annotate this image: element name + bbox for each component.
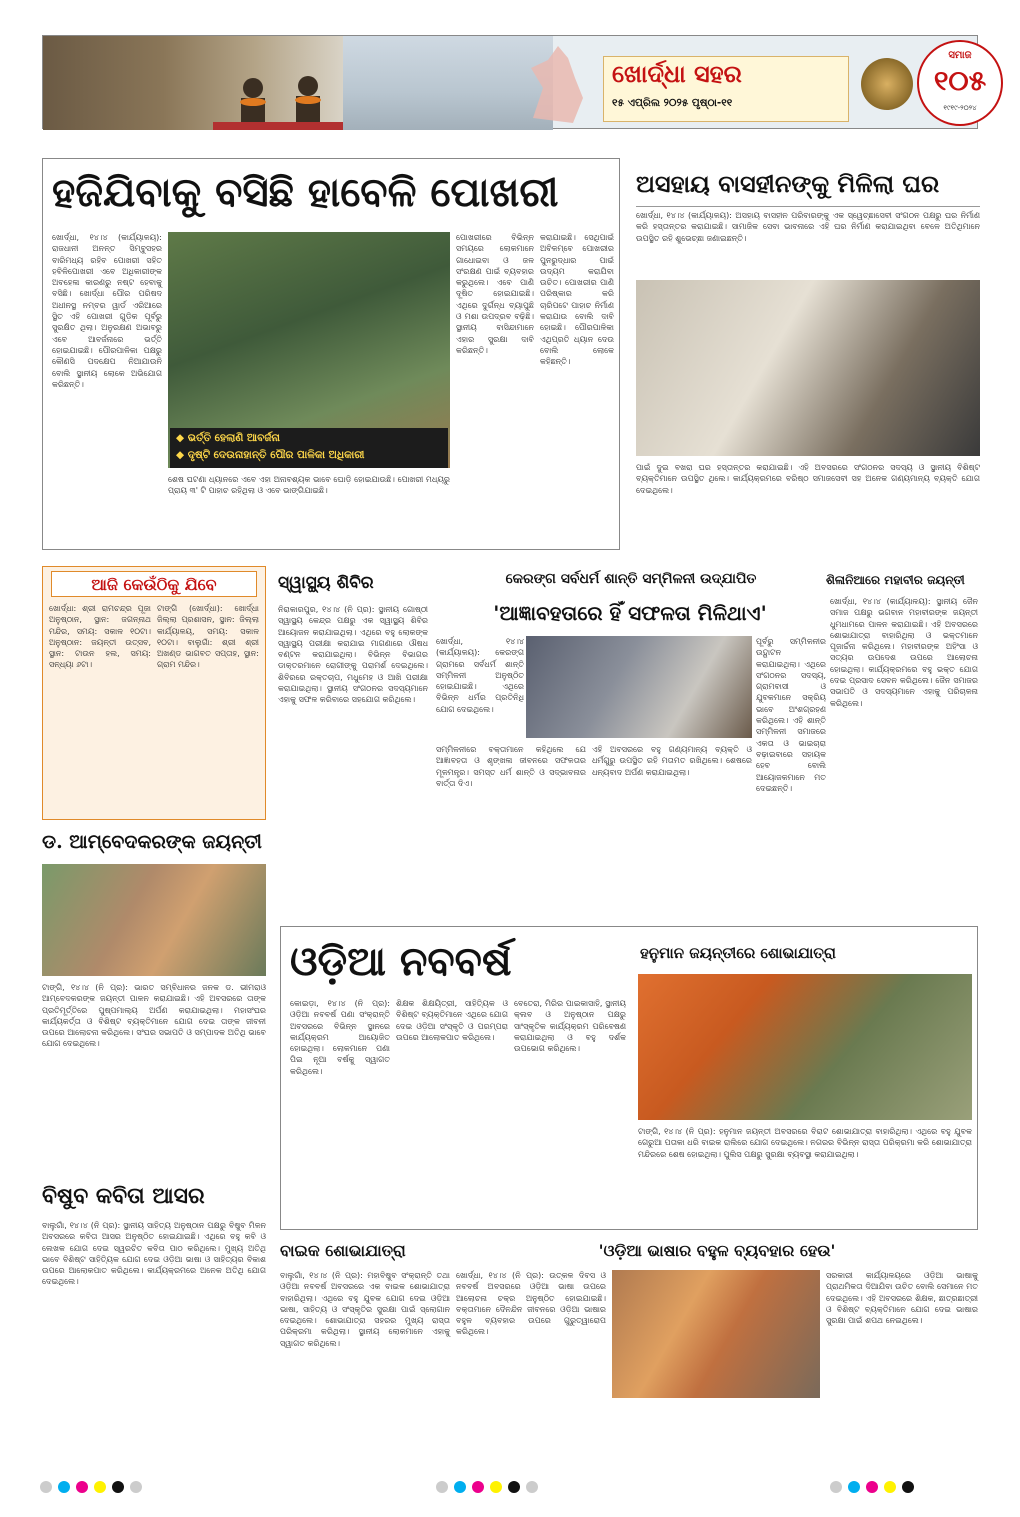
lead-text-col4: କରାଯାଇଛି। ସେଥିପାଇଁ ଅବିଳମ୍ବେ ପୋଖରୀର ପୁନରୁଦ୍ଧାର ପାଇଁ ଉଦ୍ୟମ କରାଯିବା ଉଚିତ। ପୋଖରୀର ପାଣି ପରିଷ୍କାର କରି ଚାରିପଟେ ପାହାଚ ନିର୍ମାଣ କରାଯାଉ ବୋଲି ଦାବି ହୋଇଛି। ପୌରପାଳିକା ଏଥିପ୍ରତି ଧ୍ୟାନ ଦେଉ ବୋଲି ଲୋକେ କହିଛନ୍ତି। xyxy=(540,233,614,367)
black-dot xyxy=(902,1481,914,1493)
housing-text-bottom: ପାଇଁ ଦୁଇ ବଖରା ଘର ହସ୍ତାନ୍ତର କରାଯାଇଛି। ଏହି ଅବସରରେ ସଂଗଠନର ସଦସ୍ୟ ଓ ସ୍ଥାନୀୟ ବିଶିଷ୍ଟ ବ୍ୟକ୍ତିମାନେ ଉପସ୍ଥିତ ଥିଲେ। କାର୍ଯ୍ୟକ୍ରମରେ ବରିଷ୍ଠ ସମାଜସେବୀ ସହ ଅନେକ ଗଣ୍ୟମାନ୍ୟ ବ୍ୟକ୍ତି ଯୋଗ ଦେଇଥିଲେ। xyxy=(636,463,980,495)
cyan-dot xyxy=(58,1481,70,1493)
housing-headline: ଅସହାୟ ବାସହୀନଙ୍କୁ ମିଳିଲା ଘର xyxy=(636,169,940,198)
bullet-icon: ◆ xyxy=(176,432,188,444)
today-box xyxy=(42,566,266,820)
point-1 xyxy=(176,432,444,445)
peace-headline: 'ଆଜ୍ଞାବହତାରେ ହିଁ ସଫଳତା ମିଳିଥାଏ' xyxy=(493,601,767,625)
housing-photo xyxy=(636,280,980,456)
masthead-title: ଖୋର୍ଦ୍ଧା ସହର xyxy=(612,59,742,88)
badge-years: ୧୯୧୯-୨୦୨୪ xyxy=(943,104,977,112)
black-dot xyxy=(112,1481,124,1493)
point-1-text: ଭର୍ତ୍ତି ହେଲାଣି ଆବର୍ଜନା xyxy=(187,432,280,444)
bishuba-headline: ବିଷୁବ କବିତା ଆସର xyxy=(42,1183,205,1209)
ambedkar-text: ଟାଙ୍ଗି, ୧୪।୪ (ନି ପ୍ର): ଭାରତ ସମ୍ବିଧାନର ଜନକ ଡ. ଭୀମରାଓ ଆମ୍ବେଦକରଙ୍କ ଜୟନ୍ତୀ ପାଳନ କରାଯାଇଛି। ଏହି ଅବସରରେ ତାଙ୍କ ପ୍ରତିମୂର୍ତ୍ତିରେ ପୁଷ୍ପମାଲ୍ୟ ଅର୍ପଣ କରାଯାଇଥିଲା। ମହାସଂଘର କାର୍ଯ୍ୟକର୍ତ୍ତା ଓ ବିଶିଷ୍ଟ ବ୍ୟକ୍ତିମାନେ ଯୋଗ ଦେଇ ତାଙ୍କ ଜୀବନୀ ଉପରେ ଆଲୋଚନା କରିଥିଲେ। ସଂଘର ସଭାପତି ଓ ସମ୍ପାଦକ ଅତିଥି ଭାବେ ଯୋଗ ଦେଇଥିଲେ। xyxy=(42,983,266,1049)
yellow-dot xyxy=(490,1481,502,1493)
black-dot xyxy=(508,1481,520,1493)
masthead-date: ୧୫ ଏପ୍ରିଲ ୨୦୨୫ ପୃଷ୍ଠା-୧୧ xyxy=(612,97,733,109)
lead-text-col2: ଶେଷ ଘଟଣା ଧ୍ୟାନରେ ଏବେ ଏହା ଅନାବଶ୍ୟକ ଭାବେ ଘୋଡ଼ି ହୋଇଯାଉଛି। ପୋଖରୀ ମଧ୍ୟରୁ ପ୍ରାୟ ୩' ଟି ପାହାଚ ରହିଥିଲା ଓ ଏବେ ଭାଙ୍ଗିଯାଇଛି। xyxy=(168,475,450,496)
register-bar xyxy=(526,1481,538,1493)
today-text-right: ଟାଙ୍ଗି (ଖୋର୍ଦ୍ଧା): ଖୋର୍ଦ୍ଧା ଜିଲ୍ଲା ପ୍ରଶାସନ, ସ୍ଥାନ: ଜିଲ୍ଲା କାର୍ଯ୍ୟାଳୟ, ସମୟ: ସକାଳ ୧୦ଟା। ବାଲୁଗାଁ: ଶ୍ରୀ ଶ୍ରୀ ଅଖଣ୍ଡ ଭାଗବତ ସପ୍ତାହ, ସ୍ଥାନ: ଗ୍ରାମ ମନ୍ଦିର। xyxy=(157,604,259,670)
magenta-dot xyxy=(76,1481,88,1493)
pond-points-box xyxy=(170,428,448,468)
peace-photo xyxy=(526,636,752,738)
odia-language-text-b: ସରକାରୀ କାର୍ଯ୍ୟାଳୟରେ ଓଡ଼ିଆ ଭାଷାକୁ ପ୍ରାଥମିକତା ଦିଆଯିବା ଉଚିତ ବୋଲି ସେମାନେ ମତ ଦେଇଥିଲେ। ଏହି ଅବସରରେ ଶିକ୍ଷକ, ଛାତ୍ରଛାତ୍ରୀ ଓ ବିଶିଷ୍ଟ ବ୍ୟକ୍ତିମାନେ ଯୋଗ ଦେଇ ଭାଷାର ସୁରକ୍ଷା ପାଇଁ ଶପଥ ନେଇଥିଲେ। xyxy=(826,1271,978,1326)
register-bar xyxy=(830,1481,842,1493)
new-year-headline: ଓଡ଼ିଆ ନବବର୍ଷ xyxy=(290,938,512,985)
hanuman-text: ଟାଙ୍ଗି, ୧୪।୪ (ନି ପ୍ର): ହନୁମାନ ଜୟନ୍ତୀ ଅବସରରେ ବିରାଟ ଶୋଭାଯାତ୍ରା ବାହାରିଥିଲା। ଏଥିରେ ବହୁ ଯୁବକ ଗେରୁଆ ପତାକା ଧରି ବାଇକ ରାଲିରେ ଯୋଗ ଦେଇଥିଲେ। ନଗରର ବିଭିନ୍ନ ରାସ୍ତା ପରିକ୍ରମା କରି ଶୋଭାଯାତ୍ରା ମନ୍ଦିରରେ ଶେଷ ହୋଇଥିଲା। ପୁଲିସ ପକ୍ଷରୁ ସୁରକ୍ଷା ବ୍ୟବସ୍ଥା କରାଯାଇଥିଲା। xyxy=(638,1127,972,1159)
anniversary-badge xyxy=(917,40,1003,126)
point-2-text: ଦୃଷ୍ଟି ଦେଉନାହାନ୍ତି ପୌର ପାଳିକା ଅଧିକାରୀ xyxy=(187,449,365,461)
peace-text-c: ଏହି ଅବସରରେ ବହୁ ଗଣ୍ୟମାନ୍ୟ ବ୍ୟକ୍ତି ଓ ଧର୍ମଗୁରୁ ଉପସ୍ଥିତ ରହି ମତାମତ ରଖିଥିଲେ। ଶେଷରେ ଧନ୍ୟବାଦ ଅର୍ପଣ କରାଯାଇଥିଲା। xyxy=(592,745,752,777)
odia-language-headline: 'ଓଡ଼ିଆ ଭାଷାର ବହୁଳ ବ୍ୟବହାର ହେଉ' xyxy=(598,1241,836,1260)
magenta-dot xyxy=(866,1481,878,1493)
peace-text-b: ସମ୍ମିଳନୀରେ ବକ୍ତାମାନେ କହିଥିଲେ ଯେ ଆଜ୍ଞାବହତା ଓ ଶୃଙ୍ଖଳା ଜୀବନରେ ସଫଳତାର ମୂଳମନ୍ତ୍ର। ସମସ୍ତ ଧର୍ମ ଶାନ୍ତି ଓ ସଦ୍ଭାବନାର ବାର୍ତ୍ତା ଦିଏ। xyxy=(436,745,586,788)
peace-kicker: କେରଙ୍ଗ ସର୍ବଧର୍ମ ଶାନ୍ତି ସମ୍ମିଳନୀ ଉଦ୍ଯାପିତ xyxy=(505,571,757,587)
bike-rally-headline: ବାଇକ ଶୋଭାଯାତ୍ରା xyxy=(280,1241,406,1260)
register-bar xyxy=(130,1481,142,1493)
print-marks-right xyxy=(830,1478,1010,1494)
yellow-dot xyxy=(884,1481,896,1493)
badge-number: ୧୦୫ xyxy=(933,64,987,97)
lead-text-col1: ଖୋର୍ଦ୍ଧା, ୧୪।୪ (କାର୍ଯ୍ୟାଳୟ): ରାଜଧାନୀ ଅନନ୍ତ ସିମ୍ବୁସହର ବାରିମଧ୍ୟ ରହିବ ପୋଖରୀ ସହିତ ହବିଳିପୋଖରୀ ଏବେ ଅଧିକାରୀଙ୍କ ଅବହେଳା କାରଣରୁ ନଷ୍ଟ ହେବାକୁ ବସିଛି। ଖୋର୍ଦ୍ଧା ପୌର ପରିଷଦ ଅଧୀନସ୍ଥ ନମ୍ବର ୱାର୍ଡ ଏରିଆରେ ସ୍ଥିତ ଏହି ପୋଖରୀ ଗୁଡ଼ିକ ପୂର୍ବରୁ ସୁରକ୍ଷିତ ଥିଲା। ଅନୁରକ୍ଷଣ ଅଭାବରୁ ଏବେ ଆବର୍ଜନାରେ ଭର୍ତ୍ତି ହୋଇଯାଇଛି। ପୌରପାଳିକା ପକ୍ଷରୁ କୌଣସି ପଦକ୍ଷେପ ନିଆଯାଉନି ବୋଲି ସ୍ଥାନୀୟ ଲୋକେ ଅଭିଯୋଗ କରିଛନ୍ତି। xyxy=(52,233,162,389)
register-bar xyxy=(40,1481,52,1493)
shield-emblem xyxy=(861,58,913,110)
today-text-left: ଖୋର୍ଦ୍ଧା: ଶ୍ରୀ ରାମଚନ୍ଦ୍ର ପୂଜା ଅନୁଷ୍ଠାନ, ସ୍ଥାନ: ଜଗନ୍ନାଥ ମନ୍ଦିର, ସମୟ: ସକାଳ ୧୦ଟା। ଅନୁଷ୍ଠାନ: ଜୟନ୍ତୀ ଉତ୍ସବ, ସ୍ଥାନ: ଟାଉନ ହଲ, ସମୟ: ସନ୍ଧ୍ୟା ୬ଟା। xyxy=(49,604,151,670)
odia-language-text-a: ଖୋର୍ଦ୍ଧା, ୧୪।୪ (ନି ପ୍ର): ଉତ୍କଳ ଦିବସ ଓ ନବବର୍ଷ ଅବସରରେ ଓଡ଼ିଆ ଭାଷା ଉପରେ ଆଲୋଚନା ଚକ୍ର ଅନୁଷ୍ଠିତ ହୋଇଯାଇଛି। ବକ୍ତାମାନେ ଦୈନନ୍ଦିନ ଜୀବନରେ ଓଡ଼ିଆ ଭାଷାର ବହୁଳ ବ୍ୟବହାର ଉପରେ ଗୁରୁତ୍ୱାରୋପ କରିଥିଲେ। xyxy=(456,1271,606,1337)
lead-text-col3: ପୋଖରୀରେ ବିଭିନ୍ନ ସମୟରେ ଲୋକମାନେ ଗାଧୋଇବା ଓ ଜଳ ସଂରକ୍ଷଣ ପାଇଁ ବ୍ୟବହାର କରୁଥିଲେ। ଏବେ ପାଣି ଦୂଷିତ ହୋଇଯାଇଛି। ଏଥିରେ ଦୁର୍ଗନ୍ଧ ବ୍ୟାପୁଛି ଓ ମଶା ଉପଦ୍ରବ ବଢ଼ିଛି। ସ୍ଥାନୀୟ ବାସିନ୍ଦାମାନେ ଏହାର ସୁରକ୍ଷା ଦାବି କରିଛନ୍ତି। xyxy=(456,233,534,355)
register-bar xyxy=(436,1481,448,1493)
point-2 xyxy=(176,449,444,462)
housing-text-top: ଖୋର୍ଦ୍ଧା, ୧୪।୪ (କାର୍ଯ୍ୟାଳୟ): ଅସହାୟ ବାସହୀନ ପରିବାରଙ୍କୁ ଏକ ସ୍ୱେଚ୍ଛାସେବୀ ସଂଗଠନ ପକ୍ଷରୁ ଘର ନିର୍ମାଣ କରି ହସ୍ତାନ୍ତର କରାଯାଇଛି। ସାମାଜିକ ସେବା ଭାବନାରେ ଏହି ଘର ନିର୍ମାଣ କରାଯାଇଥିବା ବେଳେ ଅତିଥିମାନେ ଉପସ୍ଥିତ ରହି ଶୁଭେଚ୍ଛା ଜଣାଇଛନ୍ତି। xyxy=(636,211,980,243)
hanuman-photo xyxy=(638,974,972,1120)
mahavir-headline: ଶିଳାନିଆରେ ମହାବୀର ଜୟନ୍ତୀ xyxy=(826,573,965,587)
print-marks-left xyxy=(40,1478,240,1494)
cyan-dot xyxy=(848,1481,860,1493)
peace-text-a: ଖୋର୍ଦ୍ଧା, ୧୪।୪ (କାର୍ଯ୍ୟାଳୟ): କେରଙ୍ଗ ଗ୍ରାମରେ ସର୍ବଧର୍ମ ଶାନ୍ତି ସମ୍ମିଳନୀ ଅନୁଷ୍ଠିତ ହୋଇଯାଇଛି। ଏଥିରେ ବିଭିନ୍ନ ଧର୍ମର ପ୍ରତିନିଧି ଯୋଗ ଦେଇଥିଲେ। xyxy=(436,637,524,714)
new-year-text-b: ଶିକ୍ଷକ ଶିକ୍ଷୟିତ୍ରୀ, ସାହିତ୍ୟିକ ଓ ବିଶିଷ୍ଟ ବ୍ୟକ୍ତିମାନେ ଏଥିରେ ଯୋଗ ଦେଇ ଓଡ଼ିଆ ସଂସ୍କୃତି ଓ ପରମ୍ପରା ଉପରେ ଆଲୋକପାତ କରିଥିଲେ। xyxy=(396,999,508,1042)
lead-headline: ହଜିଯିବାକୁ ବସିଛି ହାବେଳି ପୋଖରୀ xyxy=(52,169,559,216)
today-title: ଆଜି କେଉଁଠିକୁ ଯିବେ xyxy=(51,571,257,597)
new-year-text-c: ବେତେରା, ମିରିର ପାଇକାସାହି, ସ୍ଥାନୀୟ କ୍ଲବ ଓ ଅନୁଷ୍ଠାନ ପକ୍ଷରୁ ସାଂସ୍କୃତିକ କାର୍ଯ୍ୟକ୍ରମ ପରିବେଷଣ କରାଯାଇଥିଲା ଓ ବହୁ ଦର୍ଶକ ଉପଭୋଗ କରିଥିଲେ। xyxy=(514,999,626,1054)
bishuba-text: ବାଲୁଗାଁ, ୧୪।୪ (ନି ପ୍ର): ସ୍ଥାନୀୟ ସାହିତ୍ୟ ଅନୁଷ୍ଠାନ ପକ୍ଷରୁ ବିଷୁବ ମିଳନ ଅବସରରେ କବିତା ଆସର ଅନୁଷ୍ଠିତ ହୋଇଯାଇଛି। ଏଥିରେ ବହୁ କବି ଓ ଲେଖକ ଯୋଗ ଦେଇ ସ୍ୱରଚିତ କବିତା ପାଠ କରିଥିଲେ। ମୁଖ୍ୟ ଅତିଥି ଭାବେ ବିଶିଷ୍ଟ ସାହିତ୍ୟିକ ଯୋଗ ଦେଇ ଓଡ଼ିଆ ଭାଷା ଓ ସାହିତ୍ୟର ବିକାଶ ଉପରେ ଆଲୋକପାତ କରିଥିଲେ। କାର୍ଯ୍ୟକ୍ରମରେ ଅନେକ ଅତିଥି ଯୋଗ ଦେଇଥିଲେ। xyxy=(42,1221,266,1287)
ambedkar-headline: ଡ. ଆମ୍ବେଦକରଙ୍କ ଜୟନ୍ତୀ xyxy=(42,831,262,853)
print-marks-center xyxy=(436,1478,636,1494)
peace-text-d: ପୂର୍ବରୁ ସମ୍ମିଳନୀର ଉଦ୍ଘାଟନ କରାଯାଇଥିଲା। ଏଥିରେ ସଂଗଠନର ସଦସ୍ୟ, ଗ୍ରାମବାସୀ ଓ ଯୁବକମାନେ ସକ୍ରିୟ ଭାବେ ଅଂଶଗ୍ରହଣ କରିଥିଲେ। ଏହି ଶାନ୍ତି ସମ୍ମିଳନୀ ସମାଜରେ ଏକତା ଓ ଭାଇଚାରା ବଢ଼ାଇବାରେ ସହାୟକ ହେବ ବୋଲି ଆୟୋଜକମାନେ ମତ ଦେଇଛନ୍ତି। xyxy=(756,637,826,793)
horse-rider-icon xyxy=(513,38,593,128)
mahavir-text: ଖୋର୍ଦ୍ଧା, ୧୪।୪ (କାର୍ଯ୍ୟାଳୟ): ସ୍ଥାନୀୟ ଜୈନ ସମାଜ ପକ୍ଷରୁ ଭଗବାନ ମହାବୀରଙ୍କ ଜୟନ୍ତୀ ଧୁମଧାମରେ ପାଳନ କରାଯାଇଛି। ଏହି ଅବସରରେ ଶୋଭାଯାତ୍ରା ବାହାରିଥିଲା ଓ ଭକ୍ତମାନେ ପୂଜାର୍ଚ୍ଚନା କରିଥିଲେ। ମହାବୀରଙ୍କ ଅହିଂସା ଓ ସତ୍ୟର ଉପଦେଶ ଉପରେ ଆଲୋଚନା ହୋଇଥିଲା। କାର୍ଯ୍ୟକ୍ରମରେ ବହୁ ଭକ୍ତ ଯୋଗ ଦେଇ ପ୍ରସାଦ ସେବନ କରିଥିଲେ। ଜୈନ ସମାଜର ସଭାପତି ଓ ସଦସ୍ୟମାନେ ଏହାକୁ ପରିଚାଳନା କରିଥିଲେ। xyxy=(830,597,978,708)
odia-language-photo xyxy=(612,1270,820,1398)
title-panel xyxy=(603,56,849,122)
health-text: ନିରାକାରପୁର, ୧୪।୪ (ନି ପ୍ର): ସ୍ଥାନୀୟ ଗୋଷ୍ଠୀ ସ୍ୱାସ୍ଥ୍ୟ କେନ୍ଦ୍ର ପକ୍ଷରୁ ଏକ ସ୍ୱାସ୍ଥ୍ୟ ଶିବିର ଆୟୋଜନ କରାଯାଇଥିଲା। ଏଥିରେ ବହୁ ଲୋକଙ୍କ ସ୍ୱାସ୍ଥ୍ୟ ପରୀକ୍ଷା କରାଯାଇ ମାଗଣାରେ ଔଷଧ ବଣ୍ଟନ କରାଯାଇଥିଲା। ବିଭିନ୍ନ ବିଭାଗର ଡାକ୍ତରମାନେ ରୋଗୀଙ୍କୁ ପରାମର୍ଶ ଦେଇଥିଲେ। ଶିବିରରେ ରକ୍ତଚାପ, ମଧୁମେହ ଓ ଆଖି ପରୀକ୍ଷା କରାଯାଇଥିଲା। ସ୍ଥାନୀୟ ସଂଗଠନର ସଦସ୍ୟମାନେ ଏହାକୁ ସଫଳ କରିବାରେ ସହଯୋଗ କରିଥିଲେ। xyxy=(278,605,428,705)
ambedkar-photo xyxy=(42,864,266,976)
masthead xyxy=(42,35,987,129)
new-year-text-a: କୋଇଡ଼ା, ୧୪।୪ (ନି ପ୍ର): ଓଡ଼ିଆ ନବବର୍ଷ ପଣା ସଂକ୍ରାନ୍ତି ଅବସରରେ ବିଭିନ୍ନ ସ୍ଥାନରେ କାର୍ଯ୍ୟକ୍ରମ ଆୟୋଜିତ ହୋଇଥିଲା। ଲୋକମାନେ ପଣା ପିଇ ନୂଆ ବର୍ଷକୁ ସ୍ୱାଗତ କରିଥିଲେ। xyxy=(290,999,390,1076)
bullet-icon: ◆ xyxy=(176,449,188,461)
badge-top-text: ସମାଜ xyxy=(948,50,972,61)
hanuman-headline: ହନୁମାନ ଜୟନ୍ତୀରେ ଶୋଭାଯାତ୍ରା xyxy=(640,944,836,962)
health-headline: ସ୍ୱାସ୍ଥ୍ୟ ଶିବିର xyxy=(278,573,374,593)
yellow-dot xyxy=(94,1481,106,1493)
housing-rule xyxy=(636,206,980,207)
magenta-dot xyxy=(472,1481,484,1493)
bike-rally-text: ବାଲୁଗାଁ, ୧୪।୪ (ନି ପ୍ର): ମହାବିଷୁବ ସଂକ୍ରାନ୍ତି ତଥା ଓଡ଼ିଆ ନବବର୍ଷ ଅବସରରେ ଏକ ବାଇକ ଶୋଭାଯାତ୍ରା ବାହାରିଥିଲା। ଏଥିରେ ବହୁ ଯୁବକ ଯୋଗ ଦେଇ ଓଡ଼ିଆ ଭାଷା, ସାହିତ୍ୟ ଓ ସଂସ୍କୃତିର ସୁରକ୍ଷା ପାଇଁ ସ୍ଲୋଗାନ ଦେଇଥିଲେ। ଶୋଭାଯାତ୍ରା ସହରର ମୁଖ୍ୟ ରାସ୍ତା ପରିକ୍ରମା କରିଥିଲା। ସ୍ଥାନୀୟ ଲୋକମାନେ ଏହାକୁ ସ୍ୱାଗତ କରିଥିଲେ। xyxy=(280,1271,450,1348)
cyan-dot xyxy=(454,1481,466,1493)
